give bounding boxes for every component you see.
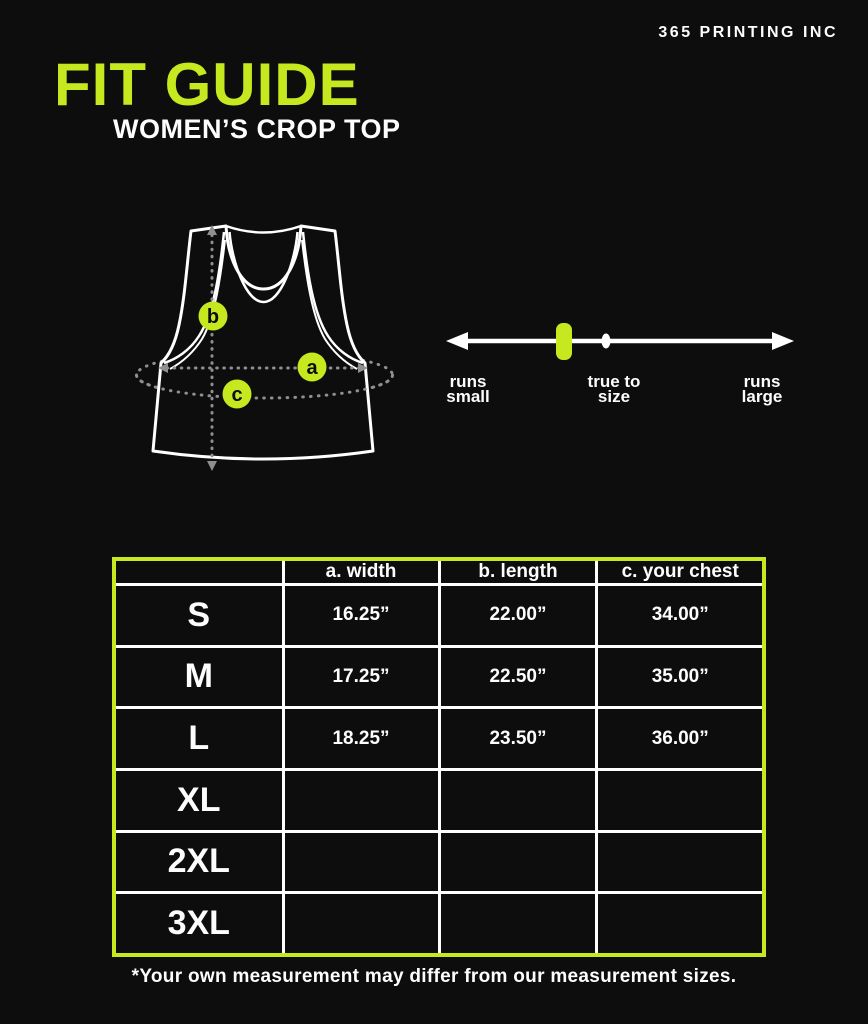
- fit-scale-diagram: [440, 310, 800, 360]
- table-row: [114, 708, 764, 770]
- table-row: [114, 831, 764, 893]
- length-arrow-bottom: [207, 461, 217, 471]
- length-value: 22.00”: [439, 585, 597, 647]
- marker-b-label: b: [206, 306, 220, 328]
- header-length: b. length: [439, 559, 597, 585]
- header-width: a. width: [283, 559, 439, 585]
- length-value: 23.50”: [439, 708, 597, 770]
- brand-text: 365 PRINTING INC: [658, 24, 838, 41]
- table-row: [114, 769, 764, 831]
- header-size: [114, 559, 283, 585]
- chest-value: 36.00”: [597, 708, 764, 770]
- chest-value: [597, 893, 764, 955]
- length-value: [439, 769, 597, 831]
- fit-label-true-to-size: [588, 374, 641, 404]
- length-value: [439, 831, 597, 893]
- size-label: XL: [114, 769, 283, 831]
- chest-value: [597, 769, 764, 831]
- shirt-outline: [153, 226, 373, 459]
- size-chart-table: [112, 557, 766, 957]
- marker-a: [298, 353, 327, 382]
- table-row: [114, 585, 764, 647]
- width-value: [283, 831, 439, 893]
- length-value: [439, 893, 597, 955]
- marker-c: [223, 380, 252, 409]
- fit-label-runs-small-line1: runs: [449, 372, 487, 391]
- size-label: 3XL: [114, 893, 283, 955]
- page-title: FIT GUIDE: [54, 51, 360, 118]
- fit-label-runs-small: [446, 374, 489, 404]
- marker-a-label: a: [306, 357, 318, 379]
- header-chest: c. your chest: [597, 559, 764, 585]
- width-value: 16.25”: [283, 585, 439, 647]
- marker-c-label: c: [231, 384, 243, 406]
- fit-label-runs-small-line2: small: [446, 387, 490, 406]
- fit-label-true-to-size-line2: size: [597, 387, 631, 406]
- size-label: M: [114, 646, 283, 708]
- footnote: *Your own measurement may differ from our measurement sizes.: [131, 966, 737, 987]
- width-value: [283, 893, 439, 955]
- width-value: 17.25”: [283, 646, 439, 708]
- fit-label-runs-large-line2: large: [741, 387, 783, 406]
- fit-label-runs-large: [742, 374, 783, 404]
- fit-label-true-to-size-line1: true to: [587, 372, 641, 391]
- width-value: 18.25”: [283, 708, 439, 770]
- fit-scale-marker: [556, 323, 572, 360]
- table-row: [114, 646, 764, 708]
- size-label: L: [114, 708, 283, 770]
- width-value: [283, 769, 439, 831]
- table-header-row: [114, 559, 764, 585]
- length-value: 22.50”: [439, 646, 597, 708]
- chest-value: 34.00”: [597, 585, 764, 647]
- size-label: 2XL: [114, 831, 283, 893]
- fit-label-runs-large-line1: runs: [743, 372, 781, 391]
- chest-value: 35.00”: [597, 646, 764, 708]
- true-to-size-dot: [602, 334, 611, 349]
- fit-scale-arrow-left: [446, 332, 468, 350]
- chest-value: [597, 831, 764, 893]
- table-row: [114, 893, 764, 955]
- page-subtitle: WOMEN’S CROP TOP: [113, 114, 401, 144]
- back-neckline: [226, 226, 301, 233]
- marker-b: [199, 302, 228, 331]
- fit-scale-arrow-right: [772, 332, 794, 350]
- size-label: S: [114, 585, 283, 647]
- garment-diagram: [125, 205, 435, 495]
